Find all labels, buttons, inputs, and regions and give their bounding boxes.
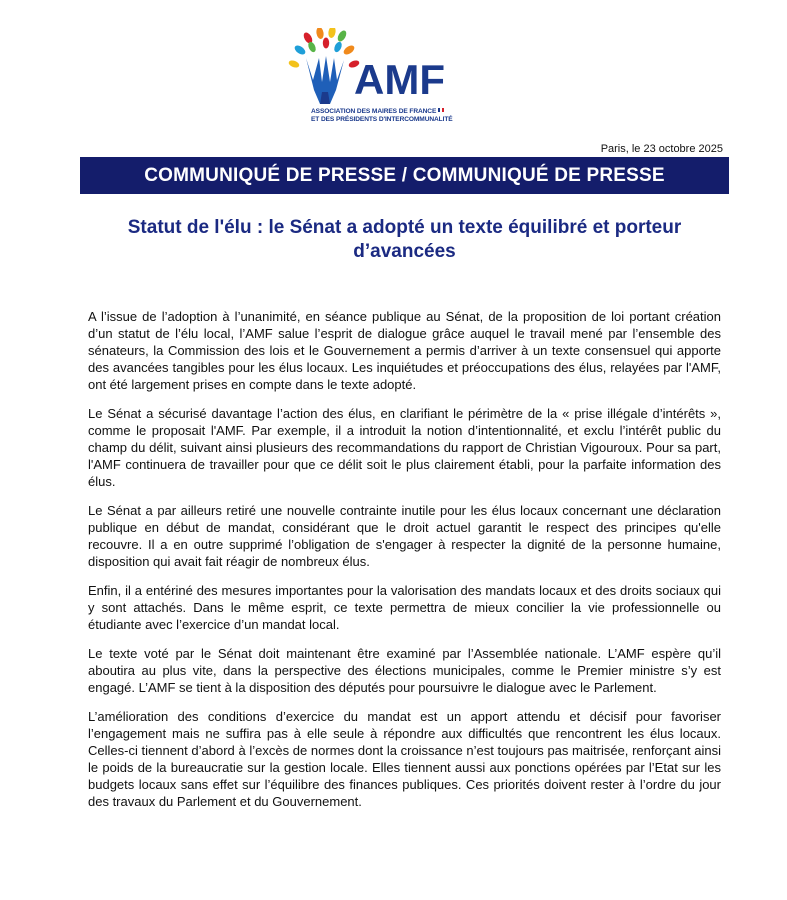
amf-logo <box>286 28 476 128</box>
paragraph: Le texte voté par le Sénat doit maintenant être examiné par l’Assemblée nationale. L’AMF espère qu’il aboutira au plus vite, dans la perspective des élections municipales, comme le Premier ministre s’y est engagé. L’AMF se tient à la disposition des députés pour poursuivre le dialogue avec le Parlement. <box>88 646 721 695</box>
logo-tagline: ASSOCIATION DES MAIRES DE FRANCE ET DES PRÉSIDENTS D'INTERCOMMUNALITÉ <box>311 108 453 123</box>
paragraph: Le Sénat a sécurisé davantage l’action des élus, en clarifiant le périmètre de la « prise illégale d’intérêts », comme le proposait l'AMF. Par exemple, il a introduit la notion d’intentionnalité, et exclu l’intérêt public du champ du délit, suivant ainsi plusieurs des recommandations du rapport de Christian Vigouroux. Pour sa part, l'AMF continuera de travailler pour que ce délit soit le plus clairement établi, pour la parfaite information des élus. <box>88 406 721 489</box>
headline-line-1: Statut de l'élu : le Sénat a adopté un texte équilibré et porteur <box>127 217 682 238</box>
press-release-banner <box>80 157 729 194</box>
date-line: Paris, le 23 octobre 2025 <box>600 143 723 155</box>
paragraph: A l’issue de l’adoption à l’unanimité, en séance publique au Sénat, de la proposition de loi portant création d’un statut de l’élu local, l’AMF salue l’esprit de dialogue grâce auquel le travail mené par l’ensemble des sénateurs, la Commission des lois et le Gouvernement a permis d’arriver à un texte consensuel qui apporte des avancées tangibles pour les élus locaux. Les inquiétudes et préoccupations des élus, relayées par l'AMF, ont été largement prises en compte dans le texte adopté. <box>88 309 721 392</box>
french-flag-icon <box>438 108 444 112</box>
paragraph: Enfin, il a entériné des mesures importantes pour la valorisation des mandats locaux et des droits sociaux qui y sont attachés. Dans le même esprit, ce texte permettra de mieux concilier la vie professionnelle ou étudiante avec l’exercice d’un mandat local. <box>88 583 721 632</box>
tree-hand-icon <box>286 28 476 108</box>
article-body <box>88 308 721 822</box>
headline <box>80 216 729 264</box>
headline-line-2: d’avancées <box>353 241 456 262</box>
paragraph: L’amélioration des conditions d’exercice du mandat est un apport attendu et décisif pour favoriser l’engagement mais ne suffira pas à elle seule à répondre aux difficultés que rencontrent les élus locaux. Celles-ci tiennent d’abord à l’excès de normes dont la croissance n’est toujours pas maitrisée, renforçant ainsi le poids de la bureaucratie sur la gestion locale. Elles tiennent aussi aux ponctions opérées par l’Etat sur les budgets locaux sans effet sur l’équilibre des finances publiques. Ces priorités doivent rester à l’ordre du jour des travaux du Parlement et du Gouvernement. <box>88 709 721 809</box>
logo-wordmark: AMF <box>354 56 445 103</box>
banner-title: COMMUNIQUÉ DE PRESSE / COMMUNIQUÉ DE PRESSE <box>144 164 665 186</box>
paragraph: Le Sénat a par ailleurs retiré une nouvelle contrainte inutile pour les élus locaux concernant une déclaration publique en début de mandat, considérant que le droit actuel garantit le respect des principes qu'elle recouvre. Il a en outre supprimé l’obligation de s'engager à respecter la dignité de la personne humaine, disposition qui avait fait réagir de nombreux élus. <box>88 503 721 569</box>
